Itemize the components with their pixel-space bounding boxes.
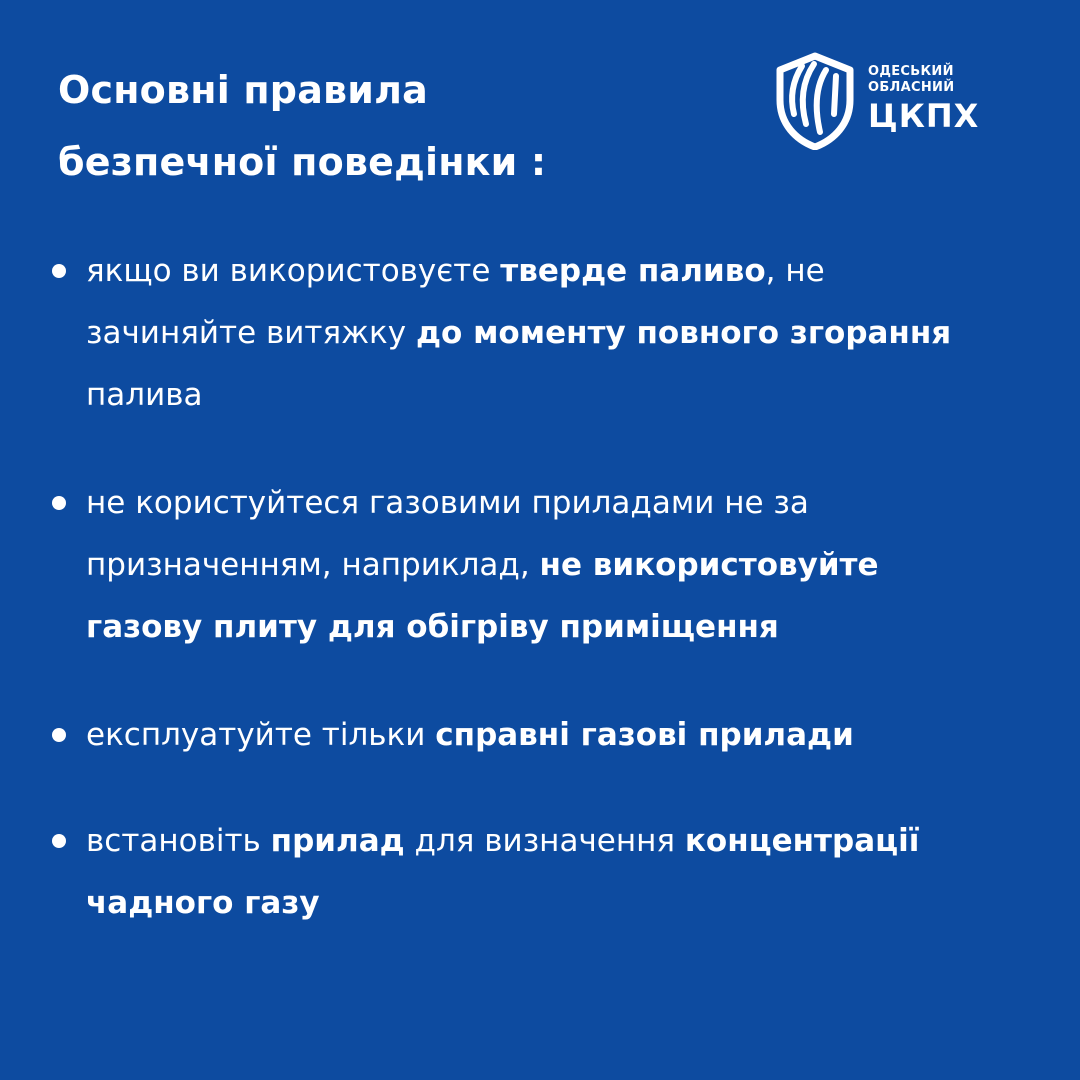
- rule-emphasis: тверде паливо: [500, 253, 766, 289]
- rule-text: встановіть: [86, 823, 271, 859]
- rule-3-line-1: [86, 704, 1040, 766]
- rule-item-2: [50, 472, 1040, 658]
- rule-2-line-3: [86, 596, 1040, 658]
- rule-emphasis: справні газові прилади: [435, 717, 854, 753]
- bullet-icon: [52, 496, 66, 510]
- organization-logo: [772, 52, 1012, 152]
- rule-emphasis: чадного газу: [86, 885, 320, 921]
- rule-emphasis: газову плиту для обігріву приміщення: [86, 609, 779, 645]
- title-line-1: Основні правила: [58, 68, 428, 112]
- rule-emphasis: концентрації: [684, 823, 920, 859]
- rule-text: зачиняйте витяжку: [86, 315, 416, 351]
- rule-2-line-2: [86, 534, 1040, 596]
- rule-item-4: [50, 810, 1040, 934]
- rule-1-line-3: [86, 364, 1040, 426]
- rules-list: [50, 240, 1040, 934]
- rule-4-line-2: [86, 872, 1040, 934]
- rule-emphasis: до моменту повного згорання: [415, 315, 952, 351]
- rule-text: палива: [86, 377, 203, 413]
- rule-text: якщо ви використовуєте: [86, 253, 501, 289]
- rule-1-line-2: [86, 302, 1040, 364]
- bullet-icon: [52, 728, 66, 742]
- rule-2-line-1: [86, 472, 1040, 534]
- rule-item-1: [50, 240, 1040, 426]
- logo-text: [868, 64, 979, 136]
- bullet-icon: [52, 264, 66, 278]
- shield-flame-icon: [772, 52, 858, 150]
- logo-line-2: ОБЛАСНИЙ: [868, 80, 955, 95]
- rule-text: не користуйтеся газовими приладами не за: [86, 485, 809, 521]
- title-line-2: безпечної поведінки :: [58, 140, 547, 184]
- rule-emphasis: не використовуйте: [539, 547, 879, 583]
- rule-text: , не: [765, 253, 825, 289]
- logo-line-1: ОДЕСЬКИЙ: [868, 64, 954, 79]
- page-title: [58, 54, 738, 198]
- rule-text: призначенням, наприклад,: [86, 547, 540, 583]
- rule-4-line-1: [86, 810, 1040, 872]
- rule-text: для визначення: [404, 823, 685, 859]
- bullet-icon: [52, 834, 66, 848]
- rule-emphasis: прилад: [270, 823, 405, 859]
- rule-1-line-1: [86, 240, 1040, 302]
- rule-text: експлуатуйте тільки: [86, 717, 436, 753]
- logo-line-3: ЦКПХ: [868, 97, 980, 135]
- rule-item-3: [50, 704, 1040, 766]
